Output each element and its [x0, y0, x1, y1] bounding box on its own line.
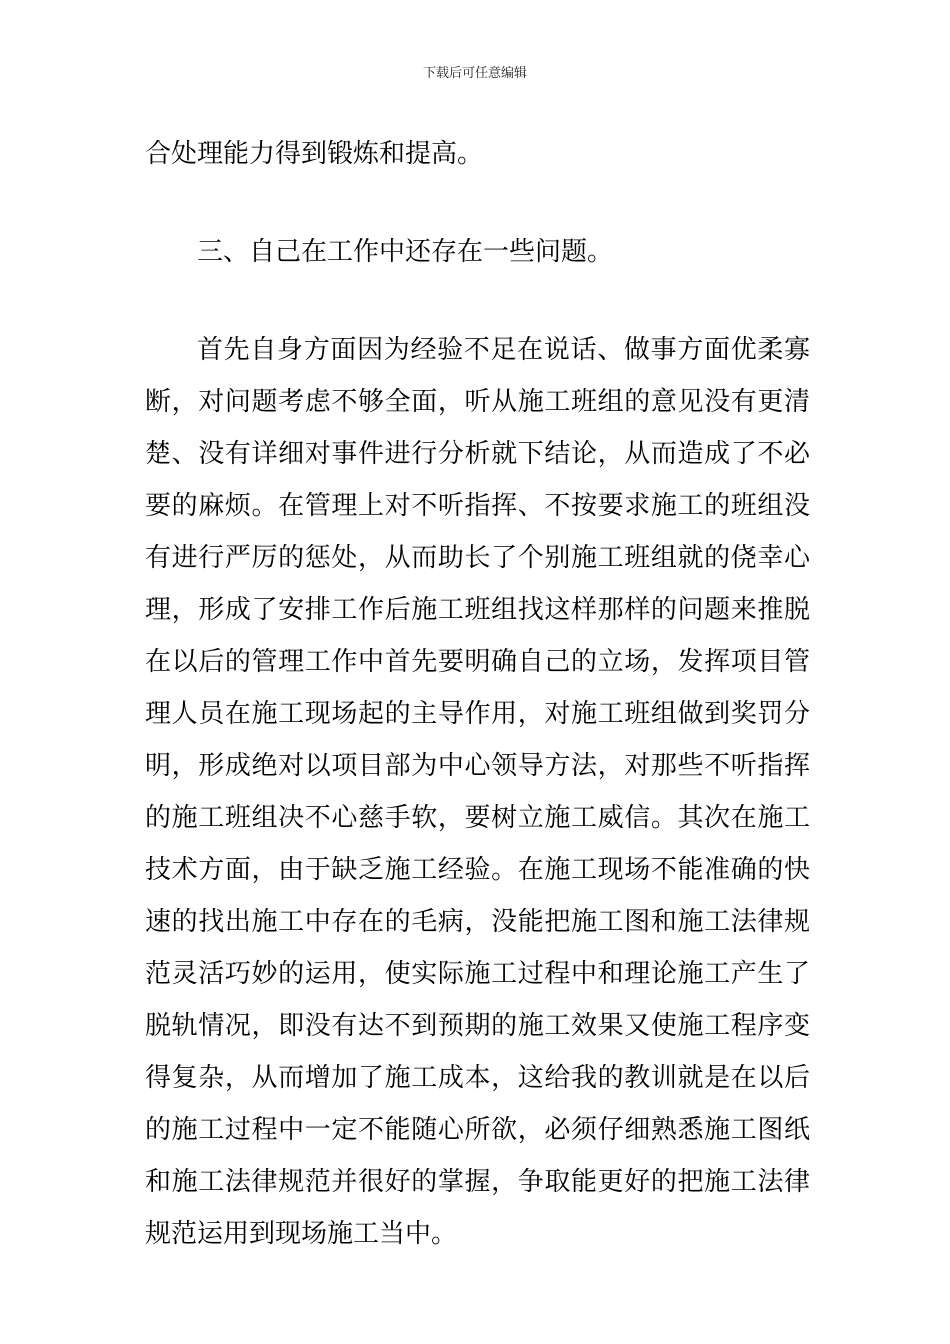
section-heading: 三、自己在工作中还存在一些问题。: [197, 237, 614, 267]
paragraph-line: 楚、没有详细对事件进行分析就下结论，从而造成了不必: [145, 439, 810, 469]
paragraph-line: 技术方面，由于缺乏施工经验。在施工现场不能准确的快: [145, 855, 810, 885]
paragraph-line: 要的麻烦。在管理上对不听指挥、不按要求施工的班组没: [145, 491, 810, 521]
paragraph-line: 在以后的管理工作中首先要明确自己的立场，发挥项目管: [145, 647, 810, 677]
paragraph-line: 首先自身方面因为经验不足在说话、做事方面优柔寡: [197, 335, 810, 365]
paragraph-line: 脱轨情况，即没有达不到预期的施工效果又使施工程序变: [145, 1011, 810, 1041]
paragraph-line: 和施工法律规范并很好的掌握，争取能更好的把施工法律: [145, 1167, 810, 1197]
paragraph-line: 得复杂，从而增加了施工成本，这给我的教训就是在以后: [145, 1063, 810, 1093]
paragraph-gap: [145, 180, 810, 226]
paragraph-line: 速的找出施工中存在的毛病，没能把施工图和施工法律规: [145, 907, 810, 937]
paragraph-gap: [145, 278, 810, 324]
paragraph-line: 理，形成了安排工作后施工班组找这样那样的问题来推脱: [145, 595, 810, 625]
paragraph-line: 的施工班组决不心慈手软，要树立施工威信。其次在施工: [145, 803, 810, 833]
document-body: [145, 128, 810, 1260]
paragraph-line: 断，对问题考虑不够全面，听从施工班组的意见没有更清: [145, 387, 810, 417]
paragraph-line: 的施工过程中一定不能随心所欲，必须仔细熟悉施工图纸: [145, 1115, 810, 1145]
paragraph-line: 规范运用到现场施工当中。: [145, 1219, 458, 1249]
paragraph-line: 范灵活巧妙的运用，使实际施工过程中和理论施工产生了: [145, 959, 810, 989]
continuation-line: 合处理能力得到锻炼和提高。: [145, 139, 484, 169]
paragraph-line: 理人员在施工现场起的主导作用，对施工班组做到奖罚分: [145, 699, 810, 729]
paragraph-line: 明，形成绝对以项目部为中心领导方法，对那些不听指挥: [145, 751, 810, 781]
paragraph-line: 有进行严厉的惩处，从而助长了个别施工班组就的侥幸心: [145, 543, 810, 573]
page-header: 下载后可任意编辑: [422, 66, 527, 81]
paragraph: [145, 324, 810, 1260]
